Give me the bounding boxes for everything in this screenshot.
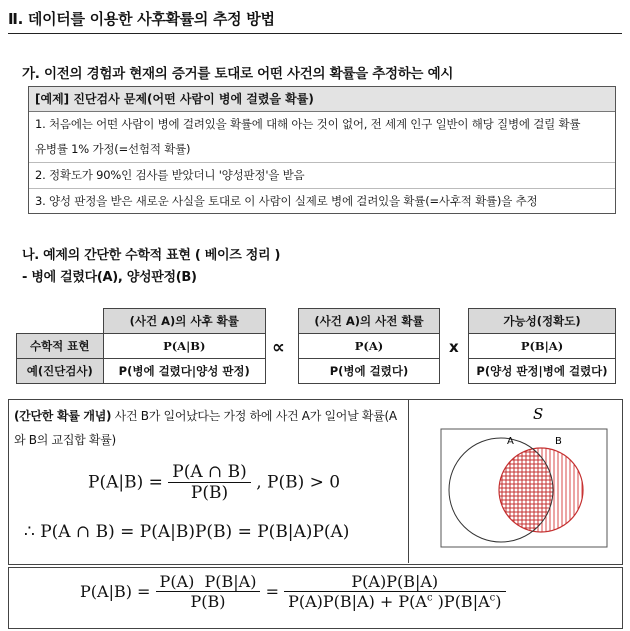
- times-symbol: x: [449, 338, 459, 356]
- bf-fraction-2: [284, 572, 505, 611]
- f1-fraction: [168, 462, 251, 503]
- prior-header: (사건 A)의 사전 확률: [299, 309, 440, 334]
- concept-text: [14, 404, 404, 452]
- bf-den-part-a: P(A)P(B|A) + P(A: [288, 592, 427, 611]
- bf-lhs: P(A|B) =: [80, 582, 151, 601]
- concept-divider: [408, 399, 409, 563]
- bf-frac1-denominator: P(B): [156, 591, 261, 611]
- likelihood-table: [468, 308, 616, 384]
- bf-equals: =: [265, 582, 279, 601]
- prior-example: P(병에 걸렸다): [299, 359, 440, 384]
- posterior-table: [16, 308, 266, 384]
- f1-numerator: P(A ∩ B): [172, 462, 247, 482]
- venn-set-label: S: [533, 405, 544, 423]
- bf-den-sup-2: c: [489, 592, 496, 604]
- posterior-header: (사건 A)의 사후 확률: [103, 309, 266, 334]
- example-line-4: 3. 양성 판정을 받은 새로운 사실을 토대로 이 사람이 실제로 병에 걸려있을 확률(=사후적 확률)을 추정: [29, 188, 615, 214]
- f1-condition: , P(B) > 0: [256, 472, 341, 493]
- page-title: Ⅱ. 데이터를 이용한 사후확률의 추정 방법: [8, 10, 275, 28]
- section-ga-heading: 가. 이전의 경험과 현재의 증거를 토대로 어떤 사건의 확률을 추정하는 예시: [22, 66, 454, 82]
- example-line-3: 2. 정확도가 90%인 검사를 받았더니 '양성판정'을 받음: [29, 162, 615, 188]
- posterior-example: P(병에 걸렸다|양성 판정): [103, 359, 266, 384]
- likelihood-example: P(양성 판정|병에 걸렸다): [469, 359, 616, 384]
- prior-table: [298, 308, 440, 384]
- example-line-1: 1. 처음에는 어떤 사람이 병에 걸려있을 확률에 대해 아는 것이 없어, 전 세계 인구 일반이 해당 질병에 걸릴 확률: [35, 117, 581, 131]
- posterior-math: P(A|B): [103, 334, 266, 359]
- row-label-example: 예(진단검사): [17, 359, 104, 384]
- bf-frac1-numerator: P(A) P(B|A): [159, 572, 257, 591]
- likelihood-math: P(B|A): [469, 334, 616, 359]
- bf-den-part-b: )P(B|A: [432, 592, 490, 611]
- f1-denominator: P(B): [168, 482, 251, 503]
- example-line-2: 유병률 1% 가정(=선험적 확률): [35, 142, 191, 156]
- example-box: [28, 86, 616, 214]
- venn-a-label: A: [507, 436, 514, 447]
- venn-diagram: [437, 403, 617, 559]
- bf-frac2-numerator: P(A)P(B|A): [351, 572, 439, 591]
- proportional-symbol: ∝: [272, 337, 285, 358]
- empty-corner: [17, 309, 104, 334]
- row-label-math: 수학적 표현: [17, 334, 104, 359]
- f1-lhs: P(A|B) =: [88, 472, 163, 493]
- bf-frac2-denominator: [284, 591, 505, 611]
- section-na-subheading: - 병에 걸렸다(A), 양성판정(B): [22, 270, 197, 285]
- bf-fraction-1: [156, 572, 261, 611]
- concept-description: 사건 B가 일어났다는 가정 하에 사건 A가 일어날 확률(A와 B의 교집합 확률): [14, 409, 397, 447]
- prior-math: P(A): [299, 334, 440, 359]
- venn-b-label: B: [555, 436, 562, 447]
- bayes-formula: [80, 572, 506, 611]
- likelihood-header: 가능성(정확도): [469, 309, 616, 334]
- section-na-heading: 나. 예제의 간단한 수학적 표현 ( 베이즈 정리 ): [22, 248, 281, 263]
- example-title: [예제] 진단검사 문제(어떤 사람이 병에 걸렸을 확률): [29, 87, 615, 112]
- concept-label: (간단한 확률 개념): [14, 409, 112, 423]
- multiplication-rule-formula: ∴ P(A ∩ B) = P(A|B)P(B) = P(B|A)P(A): [24, 522, 350, 542]
- title-rule: [8, 33, 622, 34]
- conditional-probability-formula: [88, 462, 340, 503]
- bf-den-part-c: ): [495, 592, 502, 611]
- bf-den-sup-1: c: [426, 592, 433, 604]
